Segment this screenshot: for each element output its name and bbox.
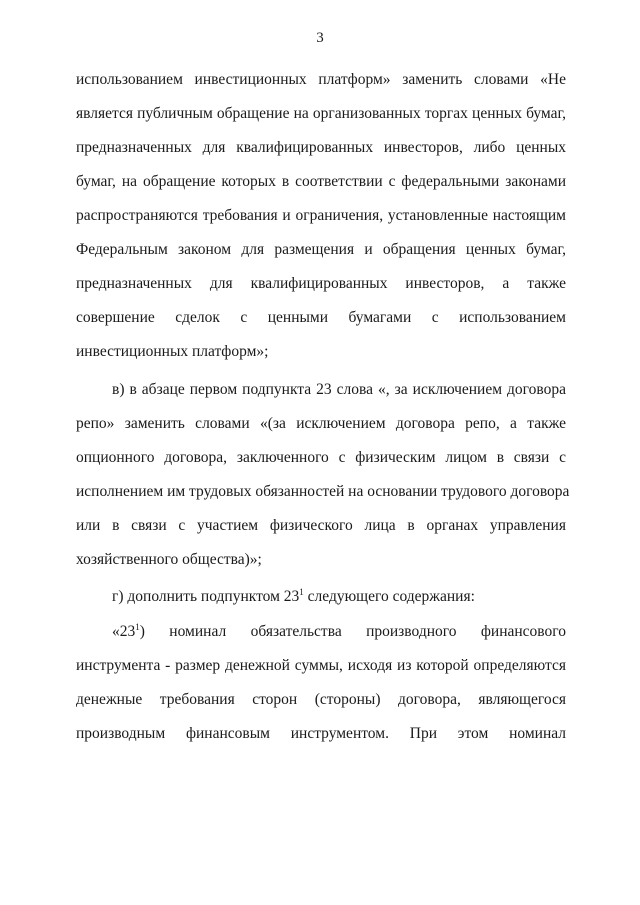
- text-line: распространяются требования и ограничения, установленные настоящим: [76, 207, 566, 224]
- text-line: [112, 622, 566, 642]
- page-number: 3: [316, 30, 324, 46]
- text-fragment: г) дополнить подпунктом 23: [112, 588, 300, 605]
- text-line: хозяйственного общества)»;: [76, 551, 262, 568]
- text-line: репо» заменить словами «(за исключением договора репо, а также: [76, 415, 566, 432]
- text-line: денежные требования сторон (стороны) договора, являющегося: [76, 691, 566, 708]
- text-line: опционного договора, заключенного с физическим лицом в связи с: [76, 449, 566, 466]
- text-line: Федеральным законом для размещения и обращения ценных бумаг,: [76, 241, 566, 258]
- superscript: 1: [299, 587, 304, 597]
- text-line: инвестиционных платформ»;: [76, 343, 269, 360]
- text-fragment: «23: [112, 623, 136, 640]
- text-line: использованием инвестиционных платформ» заменить словами «Не: [76, 71, 566, 88]
- text-line: исполнением им трудовых обязанностей на основании трудового договора: [76, 483, 570, 500]
- text-line: предназначенных для квалифицированных инвесторов, а также: [76, 275, 566, 292]
- text-line: [112, 587, 566, 607]
- text-line: предназначенных для квалифицированных инвесторов, либо ценных: [76, 139, 566, 156]
- text-line: или в связи с участием физического лица в органах управления: [76, 517, 566, 534]
- text-line: бумаг, на обращение которых в соответствии с федеральными законами: [76, 173, 566, 190]
- text-line: совершение сделок с ценными бумагами с использованием: [76, 309, 566, 326]
- text-line: является публичным обращение на организованных торгах ценных бумаг,: [76, 105, 566, 122]
- superscript: 1: [135, 622, 140, 632]
- text-line: производным финансовым инструментом. При этом номинал: [76, 725, 566, 742]
- text-fragment: следующего содержания:: [303, 588, 475, 605]
- text-line: инструмента - размер денежной суммы, исходя из которой определяются: [76, 657, 566, 674]
- text-fragment: ) номинал обязательства производного финансового: [139, 623, 566, 640]
- text-line: в) в абзаце первом подпункта 23 слова «, за исключением договора: [112, 381, 566, 398]
